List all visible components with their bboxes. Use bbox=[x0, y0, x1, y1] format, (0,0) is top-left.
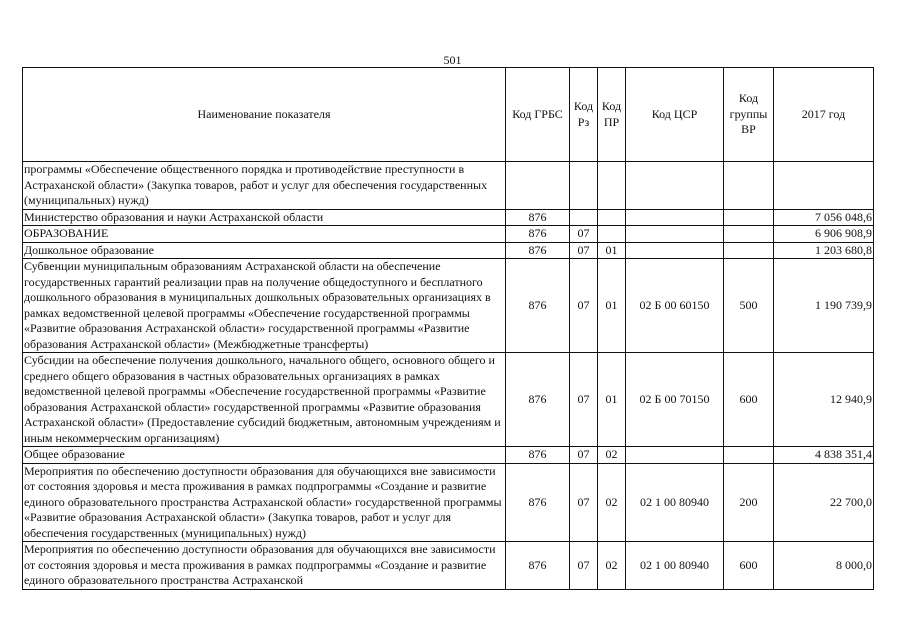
header-csr: Код ЦСР bbox=[626, 68, 724, 162]
header-rz: Код Рз bbox=[570, 68, 598, 162]
row-csr: 02 Б 00 60150 bbox=[626, 259, 724, 353]
row-rz: 07 bbox=[570, 542, 598, 590]
table-row bbox=[23, 242, 874, 259]
header-name: Наименование показателя bbox=[23, 68, 506, 162]
row-grbs: 876 bbox=[506, 353, 570, 447]
row-csr bbox=[626, 226, 724, 243]
row-csr bbox=[626, 162, 724, 210]
row-csr: 02 1 00 80940 bbox=[626, 463, 724, 542]
row-grbs: 876 bbox=[506, 259, 570, 353]
row-vr bbox=[724, 226, 774, 243]
row-name: Мероприятия по обеспечению доступности образования для обучающихся вне зависимости от состояния здоровья и места проживания в рамках подпрограммы «Создание и развитие единого образовательного пространства Астраханской области» государственной программы «Развитие образования Астраханской области» (Закупка товаров, работ и услуг для обеспечения государственных (муниципальных) нужд) bbox=[23, 463, 506, 542]
table-row bbox=[23, 353, 874, 447]
row-grbs bbox=[506, 162, 570, 210]
row-name: Мероприятия по обеспечению доступности образования для обучающихся вне зависимости от состояния здоровья и места проживания в рамках подпрограммы «Создание и развитие единого образовательного пространства Астраханской bbox=[23, 542, 506, 590]
table-row bbox=[23, 162, 874, 210]
row-name: Дошкольное образование bbox=[23, 242, 506, 259]
row-name: Общее образование bbox=[23, 447, 506, 464]
row-csr: 02 1 00 80940 bbox=[626, 542, 724, 590]
row-sum: 22 700,0 bbox=[774, 463, 874, 542]
budget-table bbox=[22, 67, 874, 590]
row-name: Министерство образования и науки Астраханской области bbox=[23, 209, 506, 226]
row-name: Субсидии на обеспечение получения дошкольного, начального общего, основного общего и среднего общего образования в частных образовательных организациях в рамках ведомственной целевой программы «Обеспечение государственной программы «Развитие образования Астраханской области» государственной программы «Развитие образования Астраханской области» (Предоставление субсидий бюджетным, автономным учреждениям и иным некоммерческим организациям) bbox=[23, 353, 506, 447]
row-rz bbox=[570, 162, 598, 210]
table-row bbox=[23, 542, 874, 590]
header-pr: Код ПР bbox=[598, 68, 626, 162]
header-grbs: Код ГРБС bbox=[506, 68, 570, 162]
row-rz: 07 bbox=[570, 353, 598, 447]
row-vr bbox=[724, 447, 774, 464]
row-rz: 07 bbox=[570, 226, 598, 243]
row-rz: 07 bbox=[570, 259, 598, 353]
row-csr bbox=[626, 242, 724, 259]
row-csr bbox=[626, 447, 724, 464]
row-name: программы «Обеспечение общественного порядка и противодействие преступности в Астраханской области» (Закупка товаров, работ и услуг для обеспечения государственных (муниципальных) нужд) bbox=[23, 162, 506, 210]
header-year: 2017 год bbox=[774, 68, 874, 162]
row-vr: 500 bbox=[724, 259, 774, 353]
table-row bbox=[23, 259, 874, 353]
row-rz: 07 bbox=[570, 242, 598, 259]
row-pr bbox=[598, 162, 626, 210]
row-rz bbox=[570, 209, 598, 226]
row-sum: 12 940,9 bbox=[774, 353, 874, 447]
row-sum: 7 056 048,6 bbox=[774, 209, 874, 226]
row-sum: 8 000,0 bbox=[774, 542, 874, 590]
row-rz: 07 bbox=[570, 463, 598, 542]
row-grbs: 876 bbox=[506, 447, 570, 464]
row-csr bbox=[626, 209, 724, 226]
row-pr: 01 bbox=[598, 353, 626, 447]
row-name: ОБРАЗОВАНИЕ bbox=[23, 226, 506, 243]
row-grbs: 876 bbox=[506, 542, 570, 590]
row-csr: 02 Б 00 70150 bbox=[626, 353, 724, 447]
row-rz: 07 bbox=[570, 447, 598, 464]
row-vr: 200 bbox=[724, 463, 774, 542]
row-grbs: 876 bbox=[506, 463, 570, 542]
header-vr: Код группы ВР bbox=[724, 68, 774, 162]
row-vr bbox=[724, 242, 774, 259]
row-vr: 600 bbox=[724, 542, 774, 590]
table-header-row bbox=[23, 68, 874, 162]
row-pr: 02 bbox=[598, 542, 626, 590]
page-number: 501 bbox=[443, 53, 462, 67]
table-row bbox=[23, 447, 874, 464]
table-row bbox=[23, 209, 874, 226]
row-pr bbox=[598, 209, 626, 226]
row-sum: 1 203 680,8 bbox=[774, 242, 874, 259]
row-vr: 600 bbox=[724, 353, 774, 447]
row-grbs: 876 bbox=[506, 209, 570, 226]
table-row bbox=[23, 226, 874, 243]
row-sum: 4 838 351,4 bbox=[774, 447, 874, 464]
row-vr bbox=[724, 162, 774, 210]
row-name: Субвенции муниципальным образованиям Астраханской области на обеспечение государственных гарантий реализации прав на получение общедоступного и бесплатного дошкольного образования в муниципальных дошкольных образовательных организациях в рамках ведомственной целевой программы «Обеспечение государственной программы «Развитие образования Астраханской области» государственной программы «Развитие образования Астраханской области» (Межбюджетные трансферты) bbox=[23, 259, 506, 353]
row-grbs: 876 bbox=[506, 226, 570, 243]
row-vr bbox=[724, 209, 774, 226]
row-pr: 02 bbox=[598, 447, 626, 464]
row-sum: 6 906 908,9 bbox=[774, 226, 874, 243]
row-pr bbox=[598, 226, 626, 243]
row-pr: 01 bbox=[598, 259, 626, 353]
row-sum bbox=[774, 162, 874, 210]
row-grbs: 876 bbox=[506, 242, 570, 259]
table-row bbox=[23, 463, 874, 542]
row-pr: 01 bbox=[598, 242, 626, 259]
row-sum: 1 190 739,9 bbox=[774, 259, 874, 353]
row-pr: 02 bbox=[598, 463, 626, 542]
